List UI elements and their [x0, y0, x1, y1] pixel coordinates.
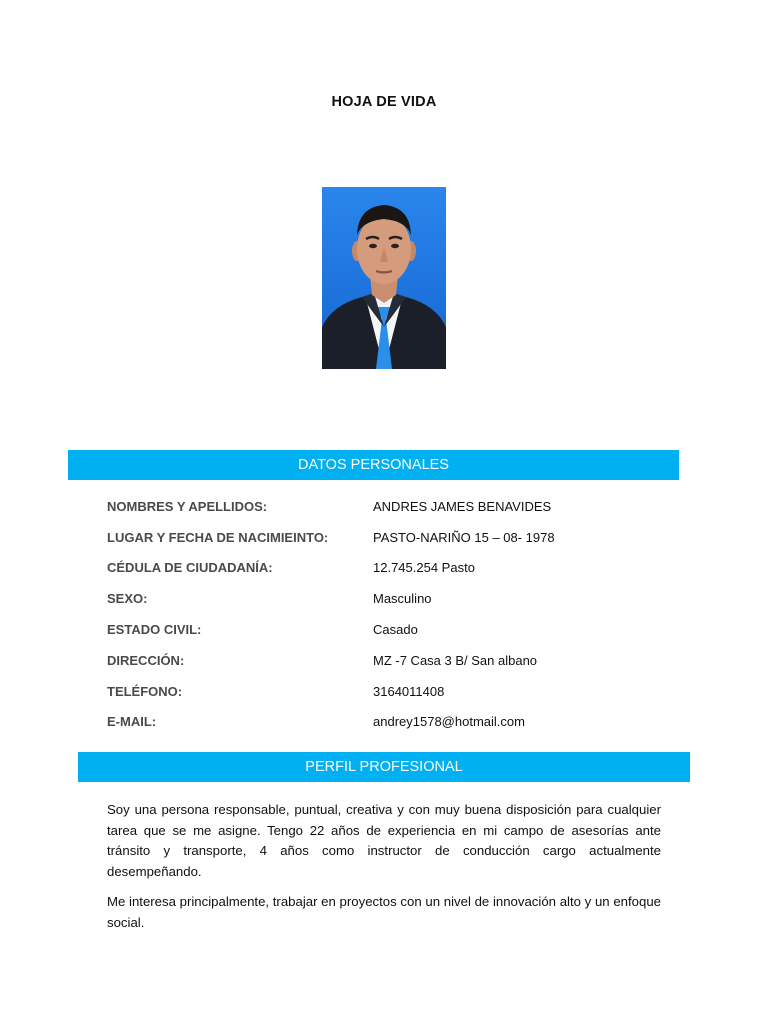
data-value: andrey1578@hotmail.com — [373, 714, 525, 730]
data-value: ANDRES JAMES BENAVIDES — [373, 498, 552, 514]
data-label: SEXO: — [107, 591, 148, 607]
data-label: DIRECCIÓN: — [107, 652, 185, 668]
data-label: LUGAR Y FECHA DE NACIMIEINTO: — [107, 529, 329, 545]
data-row-birth — [107, 522, 667, 553]
profile-paragraph: Soy una persona responsable, puntual, creativa y con muy buena disposición para cualquier tarea que se me asigne. Tengo 22 años de experiencia en mi campo de asesorías ante tránsito y transporte, 4 años como instructor de conducción cargo actualmente desempeñando. — [107, 802, 661, 879]
data-row-phone — [107, 676, 667, 707]
data-row-sex — [107, 583, 667, 614]
data-label: CÉDULA DE CIUDADANÍA: — [107, 560, 273, 576]
data-row-name — [107, 491, 667, 522]
data-value: MZ -7 Casa 3 B/ San albano — [373, 652, 538, 668]
document-title: HOJA DE VIDA — [331, 94, 437, 110]
data-label: E-MAIL: — [107, 714, 157, 730]
data-row-id — [107, 553, 667, 584]
data-label: NOMBRES Y APELLIDOS: — [107, 498, 268, 514]
data-row-email — [107, 707, 667, 738]
personal-data-table — [107, 491, 667, 737]
data-row-marital-status — [107, 614, 667, 645]
section-header-personal-data: DATOS PERSONALES — [68, 450, 679, 480]
data-value: 3164011408 — [373, 683, 445, 699]
data-label: ESTADO CIVIL: — [107, 622, 202, 638]
data-label: TELÉFONO: — [107, 683, 183, 699]
data-value: PASTO-NARIÑO 15 – 08- 1978 — [373, 529, 555, 545]
data-value: Casado — [373, 622, 418, 638]
data-value: 12.745.254 Pasto — [373, 560, 475, 576]
data-row-address — [107, 645, 667, 676]
profile-photo — [322, 187, 446, 369]
profile-paragraph: Me interesa principalmente, trabajar en proyectos con un nivel de innovación alto y un enfoque social. — [107, 894, 661, 930]
profile-text — [107, 800, 661, 944]
data-value: Masculino — [373, 591, 432, 607]
section-header-professional-profile: PERFIL PROFESIONAL — [78, 752, 690, 782]
